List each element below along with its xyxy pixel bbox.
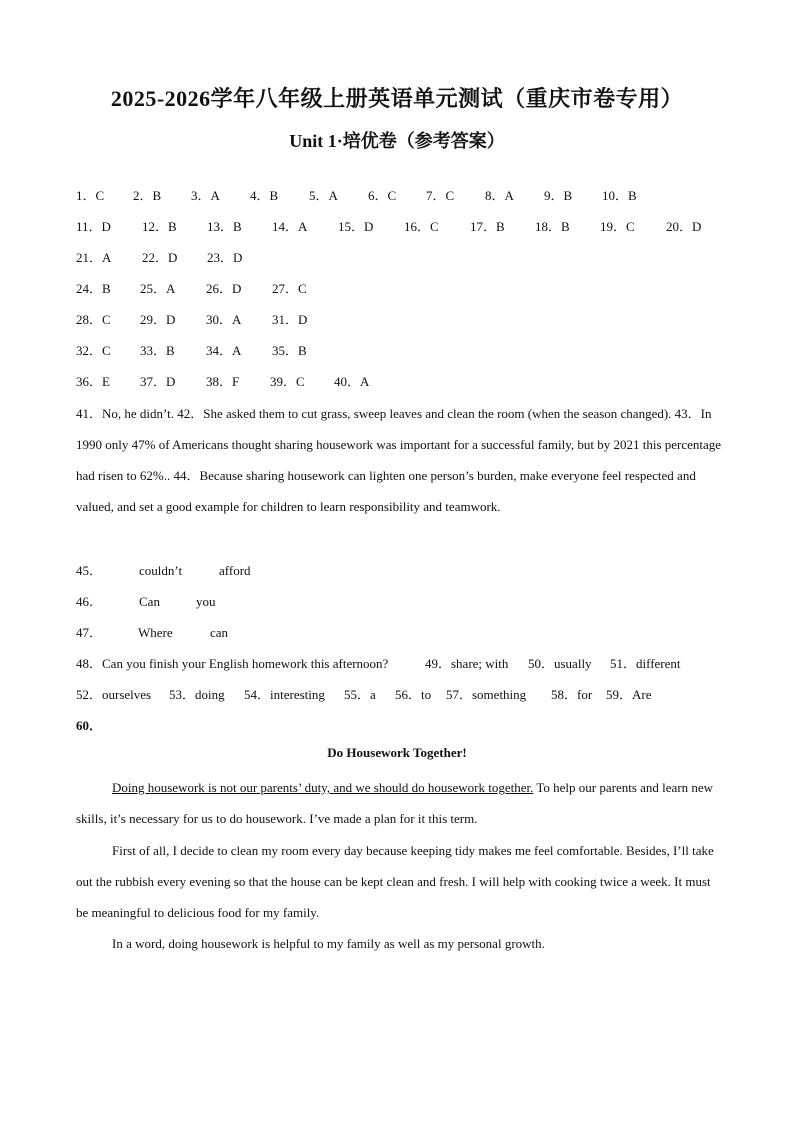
answer-item: 40．A [334, 374, 370, 389]
page-title: 2025-2026学年八年级上册英语单元测试（重庆市卷专用） [110, 86, 684, 111]
answer-item: 52．ourselves [76, 687, 152, 702]
answer-blank: you [196, 594, 216, 609]
answer-item: 32．C [76, 343, 111, 358]
answer-item: 4．B [250, 188, 279, 203]
answer-item: 53．doing [169, 687, 225, 702]
answers-41-44: 41．No, he didn’t. 42．She asked them to cut grass, sweep leaves and clean the room (when the season changed). 43．In 1990 only 47% of Americans thought sharing housework was important for a successful family, but by 2021 this percentage had risen to 62%.. 44．Because sharing housework can lighten one person’s burden, make everyone feel respected and valued, and set a good example for children to learn responsibility and teamwork. [76, 406, 722, 514]
answer-item: 49．share; with [425, 656, 509, 671]
answer-item: 18．B [535, 219, 570, 234]
answer-blank: Can [139, 594, 160, 609]
answer-item: 9．B [544, 188, 573, 203]
answer-item: 14．A [272, 219, 308, 234]
answer-item: 36．E [76, 374, 110, 389]
answer-item: 56．to [395, 687, 432, 702]
answer-item: 1．C [76, 188, 105, 203]
answer-item: 24．B [76, 281, 111, 296]
answer-item: 57．something [446, 687, 527, 702]
essay-paragraph-1 [76, 772, 722, 834]
answer-item: 58．for [551, 687, 593, 702]
answer-item: 59．Are [606, 687, 652, 702]
answer-item: 27．C [272, 281, 307, 296]
answer-item: 54．interesting [244, 687, 325, 702]
answer-item: 2．B [133, 188, 162, 203]
answer-item: 38．F [206, 374, 240, 389]
answer-item: 5．A [309, 188, 338, 203]
question-number: 45． [76, 563, 103, 578]
answer-item: 13．B [207, 219, 242, 234]
answer-item: 22．D [142, 250, 178, 265]
answer-item: 20．D [666, 219, 702, 234]
answer-item: 6．C [368, 188, 397, 203]
answer-item: 30．A [206, 312, 242, 327]
answer-item: 55．a [344, 687, 376, 702]
answer-blank: can [210, 625, 229, 640]
answer-item: 12．B [142, 219, 177, 234]
answer-item: 19．C [600, 219, 635, 234]
answer-item: 37．D [140, 374, 176, 389]
essay-paragraph-2: First of all, I decide to clean my room every day because keeping tidy makes me feel comfortable. Besides, I’ll take out the rubbish every evening so that the house can be kept clean and fresh. I will help with cooking twice a week. It must be meaningful to delicious food for my family. [76, 843, 714, 920]
essay-title: Do Housework Together! [327, 745, 467, 760]
answer-item: 25．A [140, 281, 176, 296]
answer-blank: couldn’t [139, 563, 183, 578]
answer-item: 48．Can you finish your English homework this afternoon? [76, 656, 389, 671]
answer-item: 28．C [76, 312, 111, 327]
answer-item: 50．usually [528, 656, 592, 671]
answer-item: 39．C [270, 374, 305, 389]
essay-paragraph-3: In a word, doing housework is helpful to my family as well as my personal growth. [112, 936, 545, 951]
answer-item: 34．A [206, 343, 242, 358]
answer-item: 31．D [272, 312, 308, 327]
answer-item: 33．B [140, 343, 175, 358]
answer-item: 26．D [206, 281, 242, 296]
answer-blank: afford [219, 563, 251, 578]
answer-item: 11．D [76, 219, 111, 234]
answer-item: 29．D [140, 312, 176, 327]
answer-item: 51．different [610, 656, 681, 671]
essay-topic-sentence: Doing housework is not our parents’ duty, and we should do housework together. [112, 780, 534, 795]
answer-blank: Where [138, 625, 173, 640]
answer-item: 21．A [76, 250, 112, 265]
answer-item: 7．C [426, 188, 455, 203]
question-number: 46． [76, 594, 103, 609]
essay-paragraph-1-rest: To help our parents and learn new skills, it’s necessary for us to do housework. I’ve made a plan for it this term. [76, 780, 714, 826]
answer-item: 23．D [207, 250, 243, 265]
question-number: 47． [76, 625, 103, 640]
answer-item: 3．A [191, 188, 220, 203]
answer-item: 15．D [338, 219, 374, 234]
answer-item: 10．B [602, 188, 637, 203]
page-subtitle: Unit 1·培优卷（参考答案） [289, 131, 505, 151]
answer-item: 8．A [485, 188, 514, 203]
answer-item: 16．C [404, 219, 439, 234]
answer-item: 35．B [272, 343, 307, 358]
answer-item: 17．B [470, 219, 505, 234]
question-number: 60． [76, 718, 103, 733]
